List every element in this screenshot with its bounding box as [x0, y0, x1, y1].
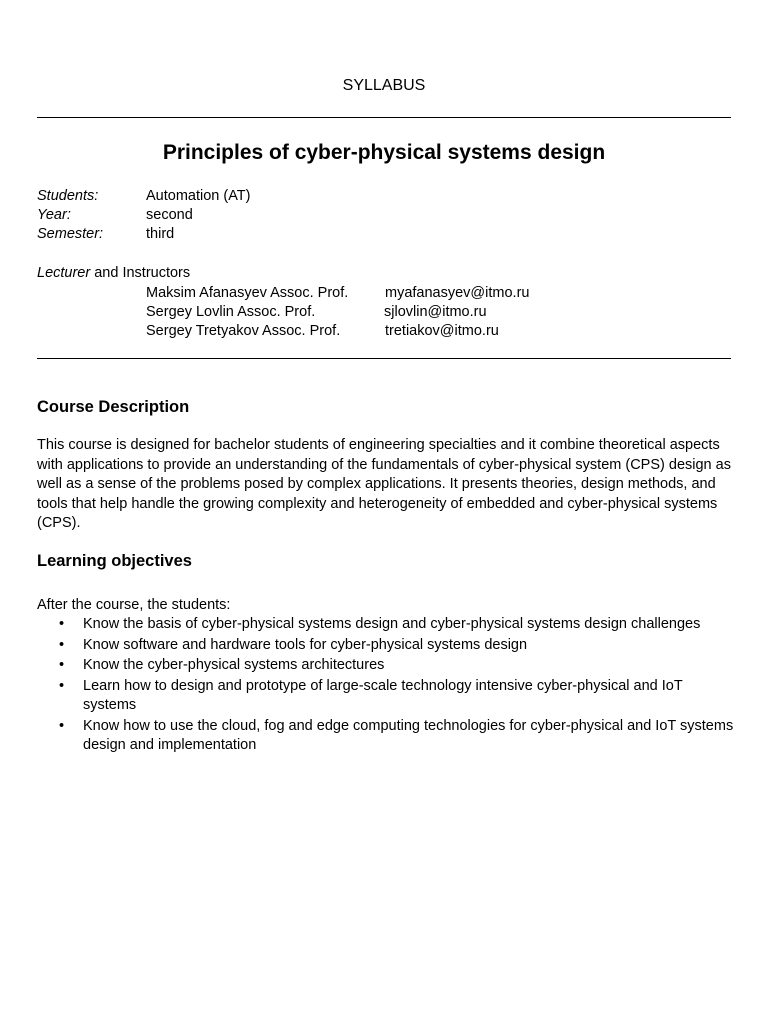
staff-email-2: sjlovlin@itmo.ru [384, 304, 487, 320]
staff-name-3: Sergey Tretyakov Assoc. Prof. [146, 323, 341, 339]
objective-text: Know software and hardware tools for cyber-physical systems design [83, 636, 528, 653]
objective-text: Know the cyber-physical systems architectures [83, 657, 385, 673]
staff-heading [37, 264, 190, 282]
course-description-heading: Course Description [37, 398, 190, 416]
objective-text: Learn how to design and prototype of large-scale technology intensive cyber-physical and IoT systems [83, 677, 683, 713]
staff-email-1: myafanasyev@itmo.ru [385, 285, 530, 301]
course-title: Principles of cyber-physical systems design [162, 141, 606, 164]
list-item [37, 717, 737, 756]
bullet-icon: • [59, 636, 65, 653]
bullet-icon: • [59, 677, 65, 694]
learning-objectives-list [37, 615, 737, 757]
bullet-icon: • [59, 616, 65, 632]
staff-name-1: Maksim Afanasyev Assoc. Prof. [146, 285, 349, 301]
bullet-icon: • [59, 657, 65, 673]
document-label: SYLLABUS [342, 77, 426, 94]
list-item [37, 656, 737, 676]
objective-text: Know how to use the cloud, fog and edge computing technologies for cyber-physical and IoT systems design and implementation [83, 717, 734, 753]
semester-value: third [146, 226, 175, 242]
semester-label: Semester: [37, 226, 104, 242]
staff-email-3: tretiakov@itmo.ru [385, 323, 499, 339]
list-item [37, 677, 737, 716]
objective-text: Know the basis of cyber-physical systems design and cyber-physical systems design challenges [83, 616, 701, 632]
students-label: Students: [37, 188, 99, 204]
learning-objectives-intro: After the course, the students: [37, 597, 231, 613]
middle-divider [37, 358, 731, 359]
bullet-icon: • [59, 717, 65, 734]
year-label: Year: [37, 207, 71, 223]
top-divider [37, 117, 731, 118]
staff-heading-lecturer: Lecturer [37, 265, 91, 281]
list-item [37, 615, 737, 635]
students-value: Automation (AT) [146, 188, 251, 204]
year-value: second [146, 207, 193, 223]
staff-name-2: Sergey Lovlin Assoc. Prof. [146, 304, 316, 320]
course-description-text: This course is designed for bachelor students of engineering specialties and it combine theoretical aspects with applications to provide an understanding of the fundamentals of cyber-physical system (CPS) design as well as a sense of the problems posed by complex applications. It presents theories, design methods, and tools that help handle the growing complexity and heterogeneity of embedded and cyber-physical systems (CPS). [37, 437, 731, 531]
list-item [37, 636, 737, 656]
learning-objectives-heading: Learning objectives [37, 552, 192, 570]
staff-heading-rest: and Instructors [90, 265, 191, 281]
